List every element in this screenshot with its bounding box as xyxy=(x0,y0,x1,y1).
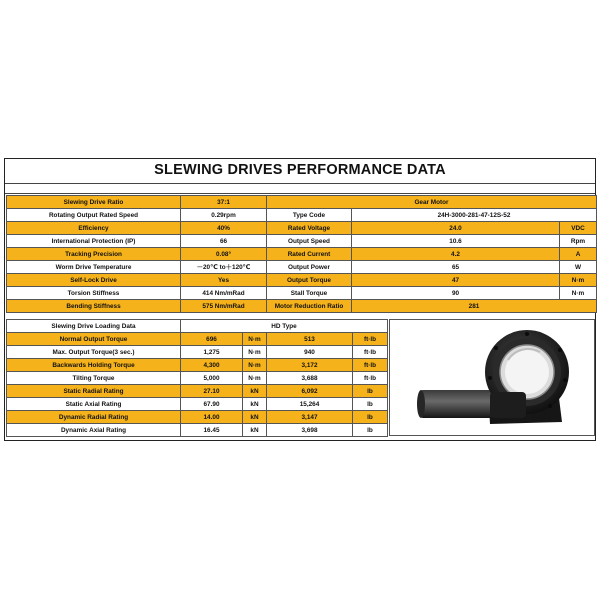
table-row xyxy=(7,261,597,274)
motor-unit: Rpm xyxy=(560,235,597,248)
table-row xyxy=(7,196,597,209)
loading-data-table xyxy=(6,319,388,437)
imperial-unit: lb xyxy=(353,424,388,437)
title-divider xyxy=(5,183,595,184)
row-label: Self-Lock Drive xyxy=(7,274,181,287)
row-label: Worm Drive Temperature xyxy=(7,261,181,274)
motor-label: Rated Current xyxy=(267,248,352,261)
table-row xyxy=(7,346,388,359)
row-label: Max. Output Torque(3 sec.) xyxy=(7,346,181,359)
motor-unit: VDC xyxy=(560,222,597,235)
title-divider xyxy=(5,193,595,194)
motor-value: 281 xyxy=(352,300,597,313)
table-row xyxy=(7,424,388,437)
table-row xyxy=(7,385,388,398)
row-label: Tracking Precision xyxy=(7,248,181,261)
row-value: 575 Nm/mRad xyxy=(181,300,267,313)
imperial-unit: ft·lb xyxy=(353,359,388,372)
motor-value: 65 xyxy=(352,261,560,274)
motor-label: Motor Reduction Ratio xyxy=(267,300,352,313)
metric-unit: N·m xyxy=(243,372,267,385)
sheet-title: SLEWING DRIVES PERFORMANCE DATA xyxy=(154,162,446,178)
row-label: Bending Stiffness xyxy=(7,300,181,313)
table-row xyxy=(7,398,388,411)
motor-label: Rated Voltage xyxy=(267,222,352,235)
imperial-value: 940 xyxy=(267,346,353,359)
table-header-row xyxy=(7,320,388,333)
motor-label: Output Speed xyxy=(267,235,352,248)
motor-unit: N·m xyxy=(560,287,597,300)
metric-value: 14.00 xyxy=(181,411,243,424)
row-label: Dynamic Axial Rating xyxy=(7,424,181,437)
product-photo-frame xyxy=(389,319,595,436)
row-label: Backwards Holding Torque xyxy=(7,359,181,372)
row-label: Static Axial Rating xyxy=(7,398,181,411)
row-value: －20℃ to＋120℃ xyxy=(181,261,267,274)
imperial-unit: lb xyxy=(353,411,388,424)
row-label: Torsion Stiffness xyxy=(7,287,181,300)
imperial-unit: lb xyxy=(353,398,388,411)
motor-value: 90 xyxy=(352,287,560,300)
loading-header-label: Slewing Drive Loading Data xyxy=(7,320,181,333)
row-value: 414 Nm/mRad xyxy=(181,287,267,300)
row-label: Efficiency xyxy=(7,222,181,235)
motor-value: 10.6 xyxy=(352,235,560,248)
motor-label: Stall Torque xyxy=(267,287,352,300)
metric-unit: N·m xyxy=(243,359,267,372)
row-value: 37:1 xyxy=(181,196,267,209)
imperial-unit: ft·lb xyxy=(353,346,388,359)
metric-value: 5,000 xyxy=(181,372,243,385)
table-row xyxy=(7,359,388,372)
table-row xyxy=(7,287,597,300)
metric-value: 1,275 xyxy=(181,346,243,359)
metric-unit: kN xyxy=(243,385,267,398)
metric-value: 27.10 xyxy=(181,385,243,398)
imperial-value: 513 xyxy=(267,333,353,346)
row-label: Static Radial Rating xyxy=(7,385,181,398)
table-row xyxy=(7,274,597,287)
metric-unit: N·m xyxy=(243,346,267,359)
imperial-value: 3,147 xyxy=(267,411,353,424)
loading-header-type: HD Type xyxy=(181,320,388,333)
motor-value: 4.2 xyxy=(352,248,560,261)
row-label: International Protection (IP) xyxy=(7,235,181,248)
table-row xyxy=(7,300,597,313)
performance-data-sheet xyxy=(4,158,596,441)
table-row xyxy=(7,411,388,424)
metric-value: 696 xyxy=(181,333,243,346)
row-value: 0.08° xyxy=(181,248,267,261)
metric-value: 4,300 xyxy=(181,359,243,372)
row-label: Dynamic Radial Rating xyxy=(7,411,181,424)
row-value: Yes xyxy=(181,274,267,287)
metric-unit: kN xyxy=(243,411,267,424)
row-label: Normal Output Torque xyxy=(7,333,181,346)
imperial-value: 3,698 xyxy=(267,424,353,437)
motor-unit: A xyxy=(560,248,597,261)
imperial-value: 15,264 xyxy=(267,398,353,411)
motor-header: Gear Motor xyxy=(267,196,597,209)
row-label: Slewing Drive Ratio xyxy=(7,196,181,209)
row-label: Rotating Output Rated Speed xyxy=(7,209,181,222)
table-row xyxy=(7,222,597,235)
imperial-unit: ft·lb xyxy=(353,372,388,385)
table-row xyxy=(7,248,597,261)
metric-unit: N·m xyxy=(243,333,267,346)
performance-table xyxy=(6,195,597,313)
table-row xyxy=(7,209,597,222)
motor-label: Type Code xyxy=(267,209,352,222)
slewing-drive-photo xyxy=(390,320,596,437)
row-value: 40% xyxy=(181,222,267,235)
motor-label: Output Power xyxy=(267,261,352,274)
metric-value: 67.90 xyxy=(181,398,243,411)
imperial-value: 6,092 xyxy=(267,385,353,398)
row-label: Tilting Torque xyxy=(7,372,181,385)
motor-value: 47 xyxy=(352,274,560,287)
metric-unit: kN xyxy=(243,424,267,437)
table-row xyxy=(7,333,388,346)
row-value: 66 xyxy=(181,235,267,248)
metric-unit: kN xyxy=(243,398,267,411)
motor-unit: W xyxy=(560,261,597,274)
motor-unit: N·m xyxy=(560,274,597,287)
imperial-value: 3,688 xyxy=(267,372,353,385)
metric-value: 16.45 xyxy=(181,424,243,437)
motor-label: Output Torque xyxy=(267,274,352,287)
motor-value: 24.0 xyxy=(352,222,560,235)
table-row xyxy=(7,235,597,248)
table-row xyxy=(7,372,388,385)
imperial-value: 3,172 xyxy=(267,359,353,372)
imperial-unit: lb xyxy=(353,385,388,398)
imperial-unit: ft·lb xyxy=(353,333,388,346)
row-value: 0.29rpm xyxy=(181,209,267,222)
motor-value: 24H-3000-281-47-12S-52 xyxy=(352,209,597,222)
